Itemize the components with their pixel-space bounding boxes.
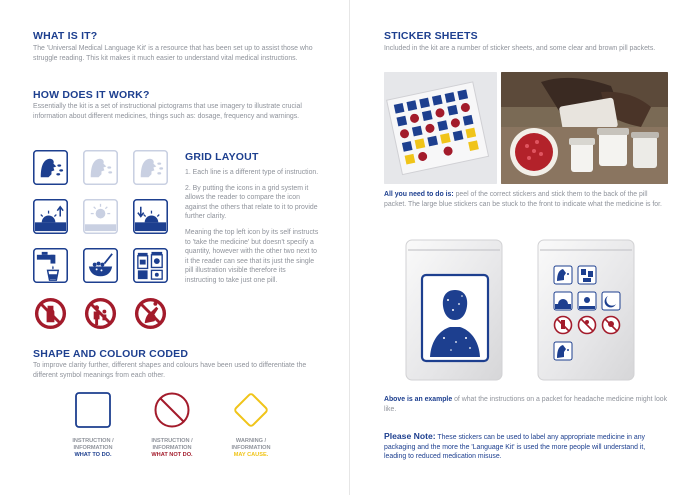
instruction-square-icon xyxy=(75,392,111,428)
keep-from-children-icon xyxy=(83,296,118,331)
sunrise-icon xyxy=(33,199,68,234)
shape-colour-body: To improve clarity further, different shapes and colours have been used to differentiate the different symbol meanings from each other. xyxy=(33,362,307,379)
how-title: HOW DOES IT WORK? xyxy=(33,89,150,101)
shape-label-prohibition: INSTRUCTION / INFORMATION WHAT NOT DO. xyxy=(151,438,193,458)
need-to-do-lead: All you need to do is: xyxy=(384,191,454,198)
with-food-icon xyxy=(83,248,118,283)
with-water-icon xyxy=(33,248,68,283)
example-lead: Above is an example xyxy=(384,396,453,403)
right-page xyxy=(350,0,700,495)
please-note-body: These stickers can be used to label any appropriate medicine in any packaging and the more the 'Language Kit' is used the more people will understand it, leading to reduced medication misuse. xyxy=(384,434,646,461)
example-body: of what the instructions on a packet for headache medicine might look like. xyxy=(384,396,668,413)
what-title: WHAT IS IT? xyxy=(33,30,98,42)
need-to-do-text xyxy=(384,190,669,209)
sticker-sheet-photo xyxy=(384,72,497,184)
no-alcohol-icon xyxy=(33,296,68,331)
shape-colour-title: SHAPE AND COLOUR CODED xyxy=(33,348,189,360)
please-note-text xyxy=(384,432,669,462)
midday-sun-icon xyxy=(83,199,118,234)
no-pregnant-icon xyxy=(133,296,168,331)
example-text xyxy=(384,395,669,414)
what-body: The 'Universal Medical Language Kit' is a resource that has been set up to assist those who struggle reading. This kit makes it much easier to understand vital medical instructions. xyxy=(33,45,313,62)
hands-with-pills-photo xyxy=(501,72,668,184)
take-medicine-icon xyxy=(33,150,68,185)
need-to-do-body: peel of the correct stickers and stick them to the back of the pill packet. The large blue stickers can be stuck to the front to indicate what the medicine is for. xyxy=(384,191,662,208)
shape-label-warning: WARNING / INFORMATION MAY CAUSE. xyxy=(231,438,271,458)
how-body: Essentially the kit is a set of instructional pictograms that use imagery to illustrate crucial information about different medicines, things such as: dosage, frequency and warnings. xyxy=(33,103,302,120)
sunset-icon xyxy=(133,199,168,234)
take-three-pills-icon xyxy=(133,150,168,185)
grid-point-2: 2. By putting the icons in a grid system it allows the reader to compare the icon against the others that relate to it to provide further clarity. xyxy=(185,184,318,221)
shape-label-instruction: INSTRUCTION / INFORMATION WHAT TO DO. xyxy=(72,438,114,458)
grid-point-3: Meaning the top left icon by its self instructs to 'take the medicine' but doesn't specify a quantity, however with the other two next to it the reader can see that its just the single pill illustration visible therefore its instructing to take just one pill. xyxy=(185,228,319,284)
grid-layout-title: GRID LAYOUT xyxy=(185,151,259,163)
grid-layout-text xyxy=(185,168,319,292)
take-two-pills-icon xyxy=(83,150,118,185)
packet-back xyxy=(536,238,636,382)
with-medicines-icon xyxy=(133,248,168,283)
grid-point-1: 1. Each line is a different type of instruction. xyxy=(185,169,319,176)
packet-front xyxy=(404,238,504,382)
please-note-lead: Please Note: xyxy=(384,431,436,441)
sticker-sheets-body: Included in the kit are a number of sticker sheets, and some clear and brown pill packets. xyxy=(384,45,656,52)
prohibition-circle-icon xyxy=(154,392,190,428)
sticker-sheets-title: STICKER SHEETS xyxy=(384,30,478,42)
warning-diamond-icon xyxy=(231,390,271,430)
